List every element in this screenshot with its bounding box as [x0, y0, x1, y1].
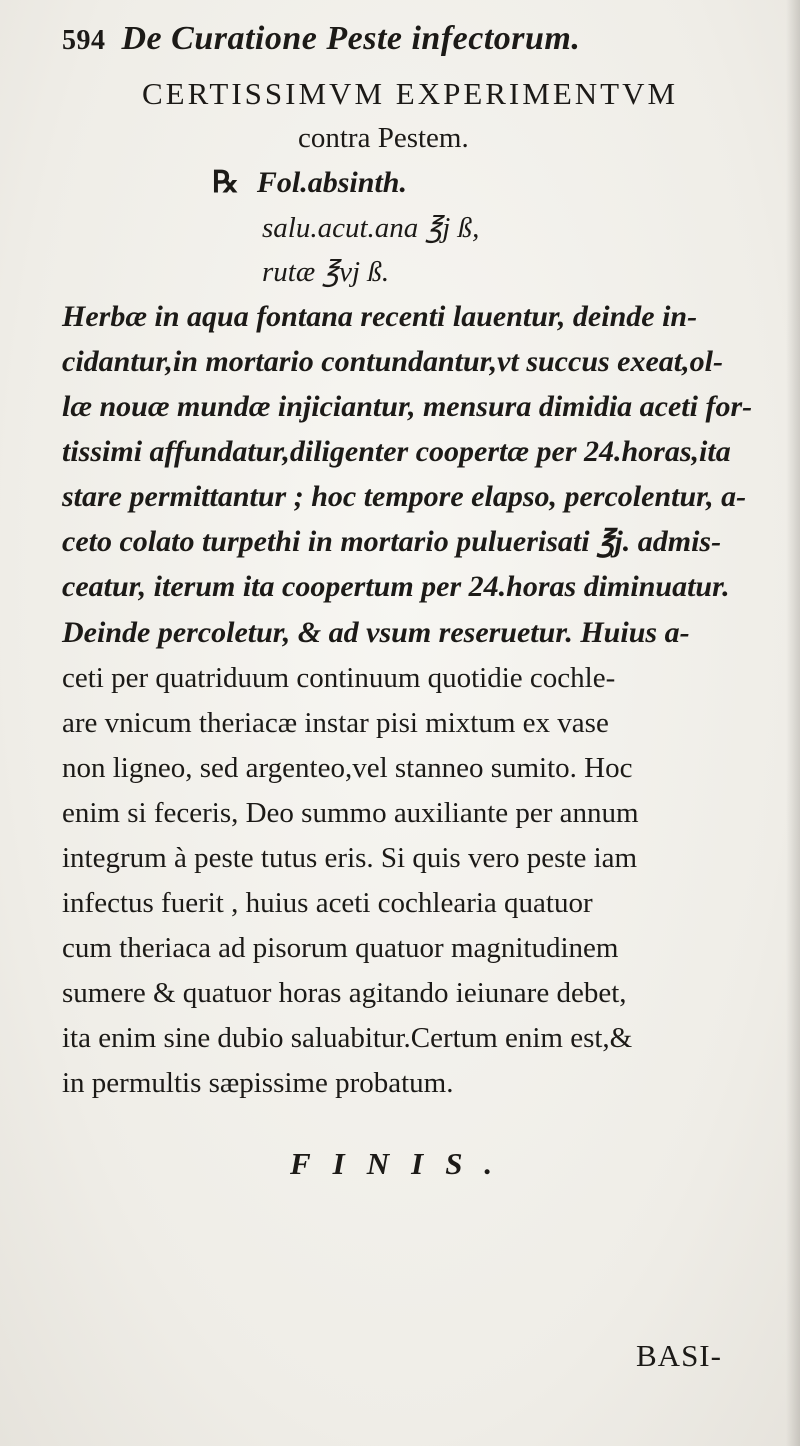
recipe-line-1: Fol.absinth.	[256, 166, 407, 199]
recipe-symbol-icon: ℞	[212, 166, 239, 199]
text-line: cum theriaca ad pisorum quatuor magnitudinem	[62, 932, 619, 964]
text-line: infectus fuerit , huius aceti cochlearia quatuor	[62, 887, 593, 919]
text-line: in permultis sæpissime probatum.	[62, 1067, 454, 1099]
text-line: enim si feceris, Deo summo auxiliante per annum	[62, 797, 639, 829]
text-line: sumere & quatuor horas agitando ieiunare debet,	[62, 977, 627, 1009]
text-line: integrum à peste tutus eris. Si quis vero peste iam	[62, 842, 638, 874]
text-line: cidantur,in mortario contundantur,vt succus exeat,ol-	[62, 345, 723, 378]
recipe-line-3: rutæ ℥vj ß.	[262, 256, 390, 288]
page-number: 594	[62, 25, 106, 56]
text-line: ceto colato turpethi in mortario puluerisati ℥j. admis-	[62, 525, 722, 558]
catchword: BASI-	[636, 1338, 722, 1373]
recipe-line-2: salu.acut.ana ℥j ß,	[262, 212, 480, 244]
page-title: CERTISSIMVM EXPERIMENTVM	[142, 76, 679, 111]
text-line: ita enim sine dubio saluabitur.Certum enim est,&	[62, 1022, 633, 1054]
text-line: stare permittantur ; hoc tempore elapso, percolentur, a-	[62, 480, 747, 513]
text-line: non ligneo, sed argenteo,vel stanneo sumito. Hoc	[62, 752, 633, 784]
running-head	[62, 22, 580, 56]
text-line: tissimi affundatur,diligenter coopertæ per 24.horas,ita	[62, 435, 731, 468]
text-line: are vnicum theriacæ instar pisi mixtum ex vase	[62, 707, 609, 739]
text-line: Herbæ in aqua fontana recenti lauentur, deinde in-	[62, 300, 698, 333]
text-line: ceti per quatriduum continuum quotidie cochle-	[62, 662, 616, 694]
page-subtitle: contra Pestem.	[298, 122, 469, 154]
text-line: læ nouæ mundæ injiciantur, mensura dimidia aceti for-	[62, 390, 753, 423]
finis-heading: FINIS.	[290, 1146, 515, 1181]
text-line: Deinde percoletur, & ad vsum reseruetur. Huius a-	[62, 616, 690, 649]
page-edge-shadow	[786, 0, 800, 1446]
running-head-title: De Curatione Peste infectorum.	[121, 20, 581, 57]
text-line: ceatur, iterum ita coopertum per 24.horas diminuatur.	[62, 570, 730, 603]
recipe-heading	[212, 168, 407, 198]
